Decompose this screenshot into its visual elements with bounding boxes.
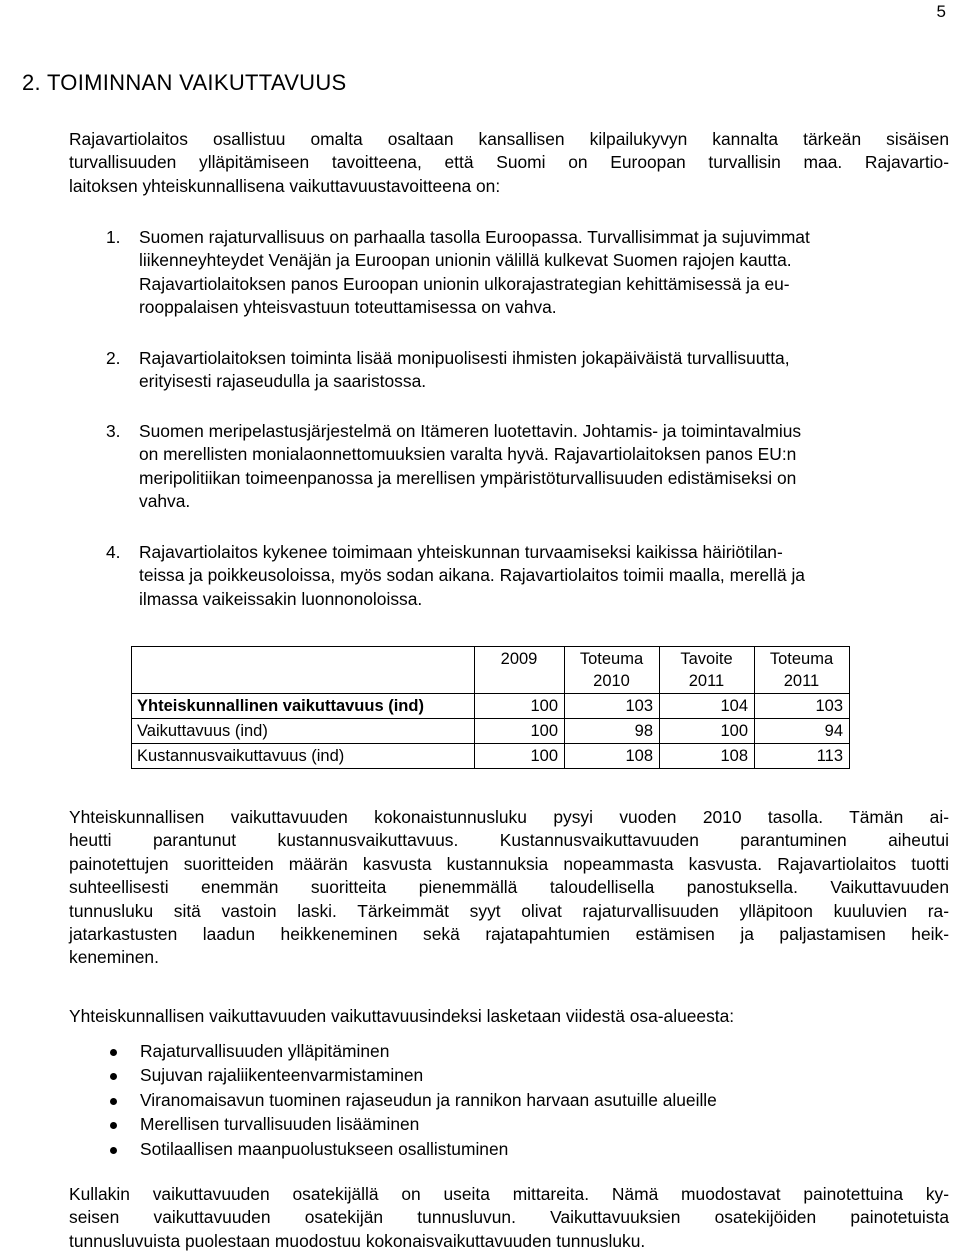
table-cell: 100 — [660, 719, 755, 744]
goal-line: rooppalaisen yhteisvastuun toteuttamisessa on vahva. — [139, 297, 557, 318]
table-cell: 98 — [565, 719, 660, 744]
bullet-icon — [110, 1073, 117, 1080]
bullet-list — [110, 1040, 930, 1162]
list-item: Viranomaisavun tuominen rajaseudun ja rannikon harvaan asutuille alueille — [110, 1089, 930, 1113]
goal-number: 2. — [106, 348, 121, 368]
closing-line: Kullakin vaikuttavuuden osatekijällä on useita mittareita. Nämä muodostavat painotettuina ky- — [69, 1184, 949, 1204]
goal-line: Rajavartiolaitos kykenee toimimaan yhteiskunnan turvaamiseksi kaikissa häiriötilan- — [139, 542, 783, 562]
table-cell: 100 — [475, 744, 565, 769]
page-number: 5 — [936, 2, 946, 21]
goal-item-4 — [106, 541, 956, 611]
table-cell: 108 — [565, 744, 660, 769]
bullet-icon — [110, 1098, 117, 1105]
goal-number: 4. — [106, 542, 121, 562]
goal-line: vahva. — [139, 491, 191, 512]
analysis-line: keneminen. — [69, 947, 159, 968]
analysis-line: jatarkastusten laadun heikkeneminen sekä rajatapahtumien estämisen ja paljastamisen heik- — [69, 924, 949, 945]
closing-line: tunnusluvuista puolestaan muodostuu kokonaisvaikuttavuuden tunnusluku. — [69, 1230, 646, 1251]
row-label: Kustannusvaikuttavuus (ind) — [132, 744, 475, 769]
table-cell: 100 — [475, 719, 565, 744]
goal-line: on merellisten monialaonnettomuuksien varalta hyvä. Rajavartiolaitoksen panos EU:n — [139, 444, 797, 465]
intro-paragraph — [69, 128, 949, 198]
column-header: 2009 — [475, 647, 565, 694]
goal-line: Suomen rajaturvallisuus on parhaalla tasolla Euroopassa. Turvallisimmat ja sujuvimmat — [139, 227, 810, 247]
intro-line: turvallisuuden ylläpitämiseen tavoitteena, että Suomi on Euroopan turvallisin maa. Rajavartio- — [69, 152, 949, 173]
goal-number: 1. — [106, 227, 121, 247]
row-label: Yhteiskunnallinen vaikuttavuus (ind) — [132, 694, 475, 719]
row-label: Vaikuttavuus (ind) — [132, 719, 475, 744]
table-row — [132, 744, 850, 769]
table-cell: 104 — [660, 694, 755, 719]
goal-line: ilmassa vaikeissakin luonnonoloissa. — [139, 588, 423, 609]
list-item: Merellisen turvallisuuden lisääminen — [110, 1113, 930, 1137]
column-header: Toteuma 2010 — [565, 647, 660, 694]
table-cell: 94 — [755, 719, 850, 744]
analysis-line: suhteellisesti enemmän suoritteita pienemmällä taloudellisella panostuksella. Vaikuttavuuden — [69, 877, 949, 898]
bullet-icon — [110, 1147, 117, 1154]
table-cell: 103 — [755, 694, 850, 719]
goal-line: Rajavartiolaitoksen toiminta lisää monipuolisesti ihmisten jokapäiväistä turvallisuutta, — [139, 348, 790, 368]
table-header-row — [132, 647, 850, 694]
table-corner-cell — [132, 647, 475, 694]
bullet-icon — [110, 1049, 117, 1056]
analysis-paragraph — [69, 806, 949, 970]
closing-paragraph — [69, 1183, 949, 1253]
goal-number: 3. — [106, 421, 121, 441]
analysis-line: Yhteiskunnallisen vaikuttavuuden kokonaistunnusluku pysyi vuoden 2010 tasolla. Tämän ai- — [69, 807, 949, 827]
table-cell: 103 — [565, 694, 660, 719]
goal-line: Rajavartiolaitoksen panos Euroopan unionin ulkorajastrategian kehittämisessä ja eu- — [139, 273, 790, 294]
table-row — [132, 719, 850, 744]
goal-item-3 — [106, 420, 956, 514]
column-header: Tavoite 2011 — [660, 647, 755, 694]
section-heading: 2. TOIMINNAN VAIKUTTAVUUS — [22, 70, 347, 95]
closing-line: seisen vaikuttavuuden osatekijän tunnusluvun. Vaikuttavuuksien osatekijöiden painotetuista — [69, 1207, 949, 1228]
table-cell: 108 — [660, 744, 755, 769]
bullet-icon — [110, 1122, 117, 1129]
index-intro: Yhteiskunnallisen vaikuttavuuden vaikuttavuusindeksi lasketaan viidestä osa-alueesta: — [69, 1006, 735, 1026]
analysis-line: painotettujen suoritteiden määrän kasvusta kustannuksia nopeammasta kasvusta. Rajavartiolaitos tuotti — [69, 853, 949, 874]
list-item: Rajaturvallisuuden ylläpitäminen — [110, 1040, 930, 1064]
goal-line: teissa ja poikkeusoloissa, myös sodan aikana. Rajavartiolaitos toimii maalla, merellä ja — [139, 565, 805, 586]
effectiveness-table — [131, 646, 850, 769]
goal-item-2 — [106, 347, 956, 394]
table-cell: 100 — [475, 694, 565, 719]
list-item: Sujuvan rajaliikenteenvarmistaminen — [110, 1064, 930, 1088]
analysis-line: heutti parantunut kustannusvaikuttavuus. Kustannusvaikuttavuuden parantuminen aiheutui — [69, 830, 949, 851]
goal-line: erityisesti rajaseudulla ja saaristossa. — [139, 371, 427, 392]
goal-item-1 — [106, 226, 956, 320]
intro-line: Rajavartiolaitos osallistuu omalta osaltaan kansallisen kilpailukyvyn kannalta tärkeän sisäisen — [69, 129, 949, 149]
goal-line: liikenneyhteydet Venäjän ja Euroopan unionin välillä kulkevat Suomen rajojen kautta. — [139, 250, 792, 271]
goal-line: meripolitiikan toimeenpanossa ja merellisen ympäristöturvallisuuden edistämiseksi on — [139, 467, 797, 488]
analysis-line: tunnusluku sitä vastoin laski. Tärkeimmät syyt olivat rajaturvallisuuden ylläpitoon kuuluvien ra- — [69, 900, 949, 921]
list-item: Sotilaallisen maanpuolustukseen osallistuminen — [110, 1138, 930, 1162]
table-row — [132, 694, 850, 719]
table-cell: 113 — [755, 744, 850, 769]
column-header: Toteuma 2011 — [755, 647, 850, 694]
intro-line: laitoksen yhteiskunnallisena vaikuttavuustavoitteena on: — [69, 175, 501, 196]
goal-line: Suomen meripelastusjärjestelmä on Itämeren luotettavin. Johtamis- ja toimintavalmius — [139, 421, 802, 441]
